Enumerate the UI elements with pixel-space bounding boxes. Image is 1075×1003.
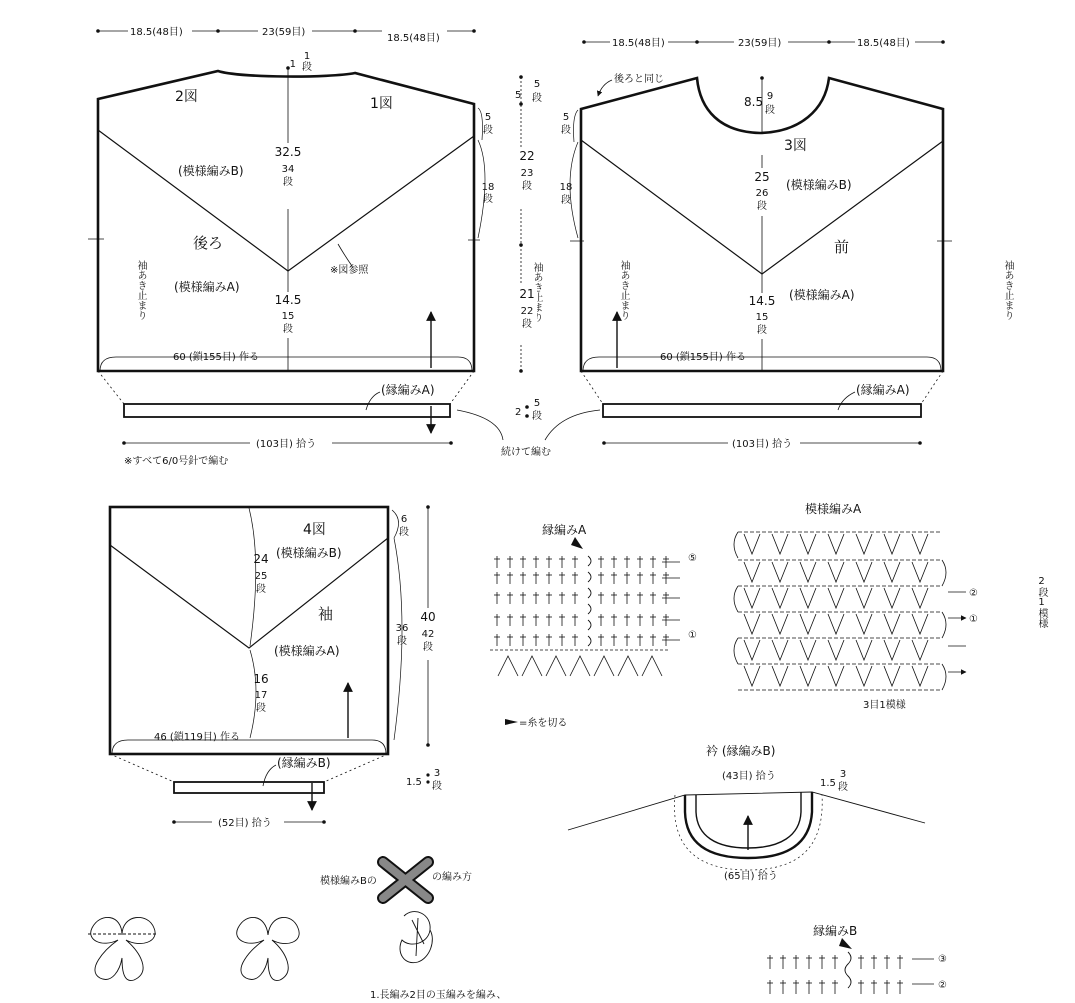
motif-step-2 [237,917,299,980]
edging-a-picot [594,656,614,676]
front-neck-depth-dan: 段 [765,105,775,116]
mid-edge-a: 2 [515,407,522,418]
pattern-a-v-stitch [828,666,844,686]
mid-low-a-n: 22 [520,306,534,317]
mid-top-a: 5 [515,90,522,101]
pattern-a-v-stitch [772,534,788,554]
edging-a-join [588,604,591,614]
front-dim-center: 23(59目) [738,38,782,49]
front-center-lower-n: 15 [755,312,769,323]
pattern-a-row1: ① [969,614,978,625]
front-sleeve-mark-left: 袖あき止まり [569,260,629,271]
back-edging-band [98,371,474,433]
pattern-a-v-stitch [744,562,760,582]
edging-b-row2: ② [938,980,947,991]
back-bottom-chain: 60 (鎖155目) 作る [173,352,259,363]
back-center-lower: 14.5 [274,293,302,307]
pattern-a-v-stitch [800,666,816,686]
sleeve-edge-h-n: 3 [433,768,441,779]
cut-yarn-note: =糸を切る [519,718,568,729]
sleeve-right-top-dan: 段 [399,527,409,538]
edging-a-stitch-grid [490,556,680,676]
pattern-b-motif-icon [383,862,428,898]
sleeve-pickup: (52目) 拾う [218,818,272,829]
pattern-a-v-stitch [800,534,816,554]
pattern-a-v-stitch [772,640,788,660]
pattern-a-v-stitch [772,614,788,634]
pattern-a-v-stitch [884,588,900,608]
front-title: 前 [834,238,850,256]
edging-a-title: 縁編みA [542,523,587,537]
collar-height-n: 3 [839,769,847,780]
front-center-upper: 25 [754,170,770,184]
pattern-a-v-stitch [744,614,760,634]
back-dim-right: 18.5(48目) [387,33,440,44]
pattern-a-v-stitch [800,562,816,582]
front-left-mid-dan: 段 [561,195,571,206]
back-center-lower-n: 15 [281,311,295,322]
edging-a-row5: ⑤ [688,553,697,564]
front-neck-depth: 8.5 [744,95,764,109]
back-pickup: (103目) 拾う [256,439,317,450]
pattern-a-row2: ② [969,588,978,599]
middle-dimension-column [519,75,529,418]
pattern-a-v-stitch [856,614,872,634]
pattern-a-v-stitch [828,640,844,660]
sleeve-edge-h-dan: 段 [432,781,442,792]
collar-title: 衿 (縁編みB) [706,744,776,758]
pattern-a-v-stitch [772,562,788,582]
sleeve-left-upper-n: 25 [254,571,268,582]
pattern-a-turn [734,638,738,664]
edging-b-row3: ③ [938,954,947,965]
pattern-a-v-stitch [744,640,760,660]
front-center-upper-n: 26 [755,188,769,199]
edging-b-join [845,952,851,988]
back-pattern-b: (模様編みB) [178,164,244,178]
mid-low-a-dan: 段 [522,319,532,330]
sleeve-edging-band [110,754,388,810]
back-center-upper-dan: 段 [283,177,293,188]
back-neck-mark: 1 [289,59,296,70]
edging-a-picot [522,656,542,676]
edging-a-picot [570,656,590,676]
sleeve-bottom-chain: 46 (鎖119目) 作る [154,732,240,743]
pattern-a-v-stitch [884,640,900,660]
mid-mid-a: 22 [519,149,535,163]
front-center-upper-dan: 段 [757,201,767,212]
pattern-a-v-stitch [828,614,844,634]
pattern-a-v-stitch [800,640,816,660]
back-center-upper: 32.5 [274,145,302,159]
sleeve-total-dan: 段 [423,642,433,653]
front-center-lower-dan: 段 [757,325,767,336]
back-neck-rows: 1 [303,51,311,62]
pattern-a-v-stitch [912,614,928,634]
pattern-a-v-stitch [912,640,928,660]
edging-a-row1: ① [688,630,697,641]
sleeve-pattern-a: (模様編みA) [274,644,340,658]
pattern-a-title: 模様編みA [805,502,862,516]
pattern-a-turn [942,560,946,586]
back-dim-left: 18.5(48目) [130,27,183,38]
back-right-mid-dan: 段 [483,194,493,205]
edging-a-join [588,588,591,598]
back-title: 後ろ [193,234,224,252]
pattern-a-v-stitch [912,666,928,686]
pattern-a-v-stitch [828,534,844,554]
pattern-a-v-stitch [744,588,760,608]
pattern-a-v-stitch [800,614,816,634]
sleeve-label-4zu: 4図 [303,522,326,538]
sleeve-left-upper: 24 [253,552,269,566]
pattern-b-howto-suffix: の編み方 [432,872,472,883]
pattern-a-turn [942,664,946,690]
front-neck-depth-n: 9 [766,91,774,102]
pattern-a-turn [734,586,738,612]
front-left-mid-n: 18 [559,182,573,193]
sleeve-left-lower-dan: 段 [256,703,266,714]
collar-diagram [568,792,925,870]
back-neck-dan: 段 [302,62,312,73]
back-sleeve-mark-left: 袖あき止まり [86,260,146,271]
sleeve-total-n: 42 [421,629,435,640]
pattern-a-v-stitch [744,666,760,686]
back-label-2zu: 2図 [175,89,198,105]
pattern-a-v-stitch [912,534,928,554]
pattern-a-bottom-note: 3目1模様 [863,700,906,711]
pattern-a-v-stitch [772,588,788,608]
edging-b-stitch-grid [767,952,934,994]
back-center-lower-dan: 段 [283,324,293,335]
mid-mid-a-n: 23 [520,168,534,179]
back-label-1zu: 1図 [370,96,393,112]
back-right-upper-n: 5 [484,112,492,123]
pattern-a-v-stitch [828,588,844,608]
mid-top-a-n: 5 [533,79,541,90]
pattern-a-v-stitch [800,588,816,608]
sleeve-right-mid-n: 36 [395,623,409,634]
back-center-upper-n: 34 [281,164,295,175]
sleeve-left-lower-n: 17 [254,690,268,701]
pattern-a-v-stitch [828,562,844,582]
front-dim-left: 18.5(48目) [612,38,665,49]
sleeve-left-upper-dan: 段 [256,584,266,595]
pattern-a-v-stitch [884,562,900,582]
front-bottom-chain: 60 (鎖155目) 作る [660,352,746,363]
pattern-b-howto-prefix: 模様編みBの [320,876,377,887]
pattern-a-turn [734,532,738,558]
mid-top-a-dan: 段 [532,93,542,104]
front-edge-label: (縁編みA) [856,383,910,397]
edging-a-picot [498,656,518,676]
pattern-a-v-stitch [912,588,928,608]
sleeve-title: 袖 [318,605,334,623]
sleeve-panel [110,505,430,754]
collar-height-dan: 段 [838,782,848,793]
front-sleeve-mark-right: 袖あき止まり [953,260,1013,271]
sleeve-right-mid-dan: 段 [397,636,407,647]
sleeve-edge-h: 1.5 [406,777,422,788]
mid-low-a: 21 [519,287,535,301]
pattern-a-v-stitch [856,534,872,554]
collar-height: 1.5 [820,778,836,789]
pattern-a-v-stitch [772,666,788,686]
front-label-3zu: 3図 [784,138,807,154]
pattern-a-stitch-grid [734,532,966,690]
sleeve-total: 40 [420,610,436,624]
mid-edge-a-n: 5 [533,398,541,409]
front-pattern-a: (模様編みA) [789,288,855,302]
back-right-upper-dan: 段 [483,125,493,136]
edging-a-join [588,556,591,566]
edging-a-picot [546,656,566,676]
sleeve-pattern-b: (模様編みB) [276,546,342,560]
front-pattern-b: (模様編みB) [786,178,852,192]
sleeve-right-top-n: 6 [400,514,408,525]
mid-mid-a-dan: 段 [522,181,532,192]
back-sleeve-mark-right: 袖あき止まり [482,262,542,273]
mid-edge-a-dan: 段 [532,411,542,422]
edging-a-join [588,572,591,582]
needle-note: ※すべて6/0号針で編む [124,456,229,467]
edging-a-join [588,620,591,630]
sleeve-edge-label: (縁編みB) [277,756,331,770]
front-dim-right: 18.5(48目) [857,38,910,49]
motif-step-1 [88,917,158,980]
front-pickup: (103目) 拾う [732,439,793,450]
front-left-upper-dan: 段 [561,125,571,136]
pattern-a-v-stitch [856,562,872,582]
front-left-upper-n: 5 [562,112,570,123]
back-pattern-a: (模様編みA) [174,280,240,294]
pattern-a-v-stitch [884,534,900,554]
front-center-lower: 14.5 [748,294,776,308]
pattern-a-v-stitch [856,666,872,686]
pattern-a-v-stitch [856,588,872,608]
pattern-a-v-stitch [744,534,760,554]
pattern-a-repeat: 2段1模様 [995,576,1047,587]
collar-pickup-top: (43目) 拾う [722,771,776,782]
sleeve-left-lower: 16 [253,672,269,686]
motif-step-3 [400,912,432,963]
back-edge-label: (縁編みA) [381,383,435,397]
edging-a-picot [618,656,638,676]
edging-a-join [588,636,591,646]
pattern-a-v-stitch [912,562,928,582]
pattern-a-v-stitch [856,640,872,660]
edging-a-picot [642,656,662,676]
back-right-mid-n: 18 [481,182,495,193]
continue-label: 続けて編む [501,447,551,458]
back-dim-center: 23(59目) [262,27,306,38]
front-same-as-back: 後ろと同じ [614,74,664,85]
edging-b-title: 縁編みB [813,924,858,938]
pattern-b-step1: 1.長編み2目の玉編みを編み、 [370,990,507,1001]
collar-pickup-bottom: (65目) 拾う [724,871,778,882]
pattern-a-turn [942,612,946,638]
pattern-a-v-stitch [884,666,900,686]
back-ref-note: ※図参照 [330,265,369,276]
pattern-a-v-stitch [884,614,900,634]
